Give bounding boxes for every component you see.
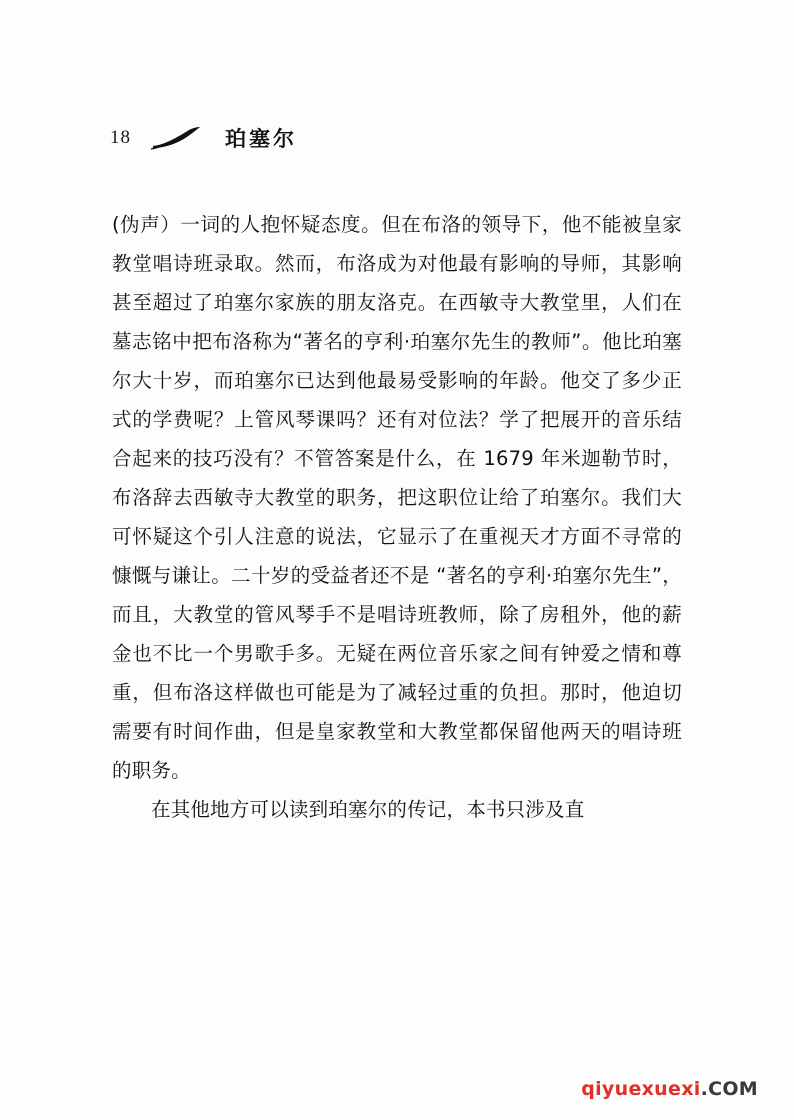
running-head-title: 珀塞尔 bbox=[225, 127, 297, 151]
quill-flourish-icon bbox=[149, 125, 203, 151]
watermark bbox=[581, 1078, 758, 1100]
page-number: 18 bbox=[110, 127, 131, 148]
page-body bbox=[112, 205, 682, 829]
watermark-domain: .COM bbox=[700, 1078, 758, 1100]
watermark-brand: qiyuexuexi bbox=[581, 1078, 701, 1100]
page-header bbox=[110, 118, 670, 158]
paragraph-2: 在其他地方可以读到珀塞尔的传记，本书只涉及直 bbox=[151, 798, 585, 821]
paragraph-1: (伪声）一词的人抱怀疑态度。但在布洛的领导下，他不能被皇家教堂唱诗班录取。然而，布洛成为对他最有影响的导师，其影响甚至超过了珀塞尔家族的朋友洛克。在西敏寺大教堂里，人们在墓志铭中把布洛称为“著名的亨利·珀塞尔先生的教师”。他比珀塞尔大十岁，而珀塞尔已达到他最易受影响的年龄。他交了多少正式的学费呢？上管风琴课吗？还有对位法？学了把展开的音乐结合起来的技巧没有？不管答案是什么，在 1679 年米迦勒节时，布洛辞去西敏寺大教堂的职务，把这职位让给了珀塞尔。我们大可怀疑这个引人注意的说法，它显示了在重视天才方面不寻常的慷慨与谦让。二十岁的受益者还不是 “著名的亨利·珀塞尔先生”，而且，大教堂的管风琴手不是唱诗班教师，除了房租外，他的薪金也不比一个男歌手多。无疑在两位音乐家之间有钟爱之情和尊重，但布洛这样做也可能是为了减轻过重的负担。那时，他迫切需要有时间作曲，但是皇家教堂和大教堂都保留他两天的唱诗班的职务。 bbox=[112, 213, 682, 782]
